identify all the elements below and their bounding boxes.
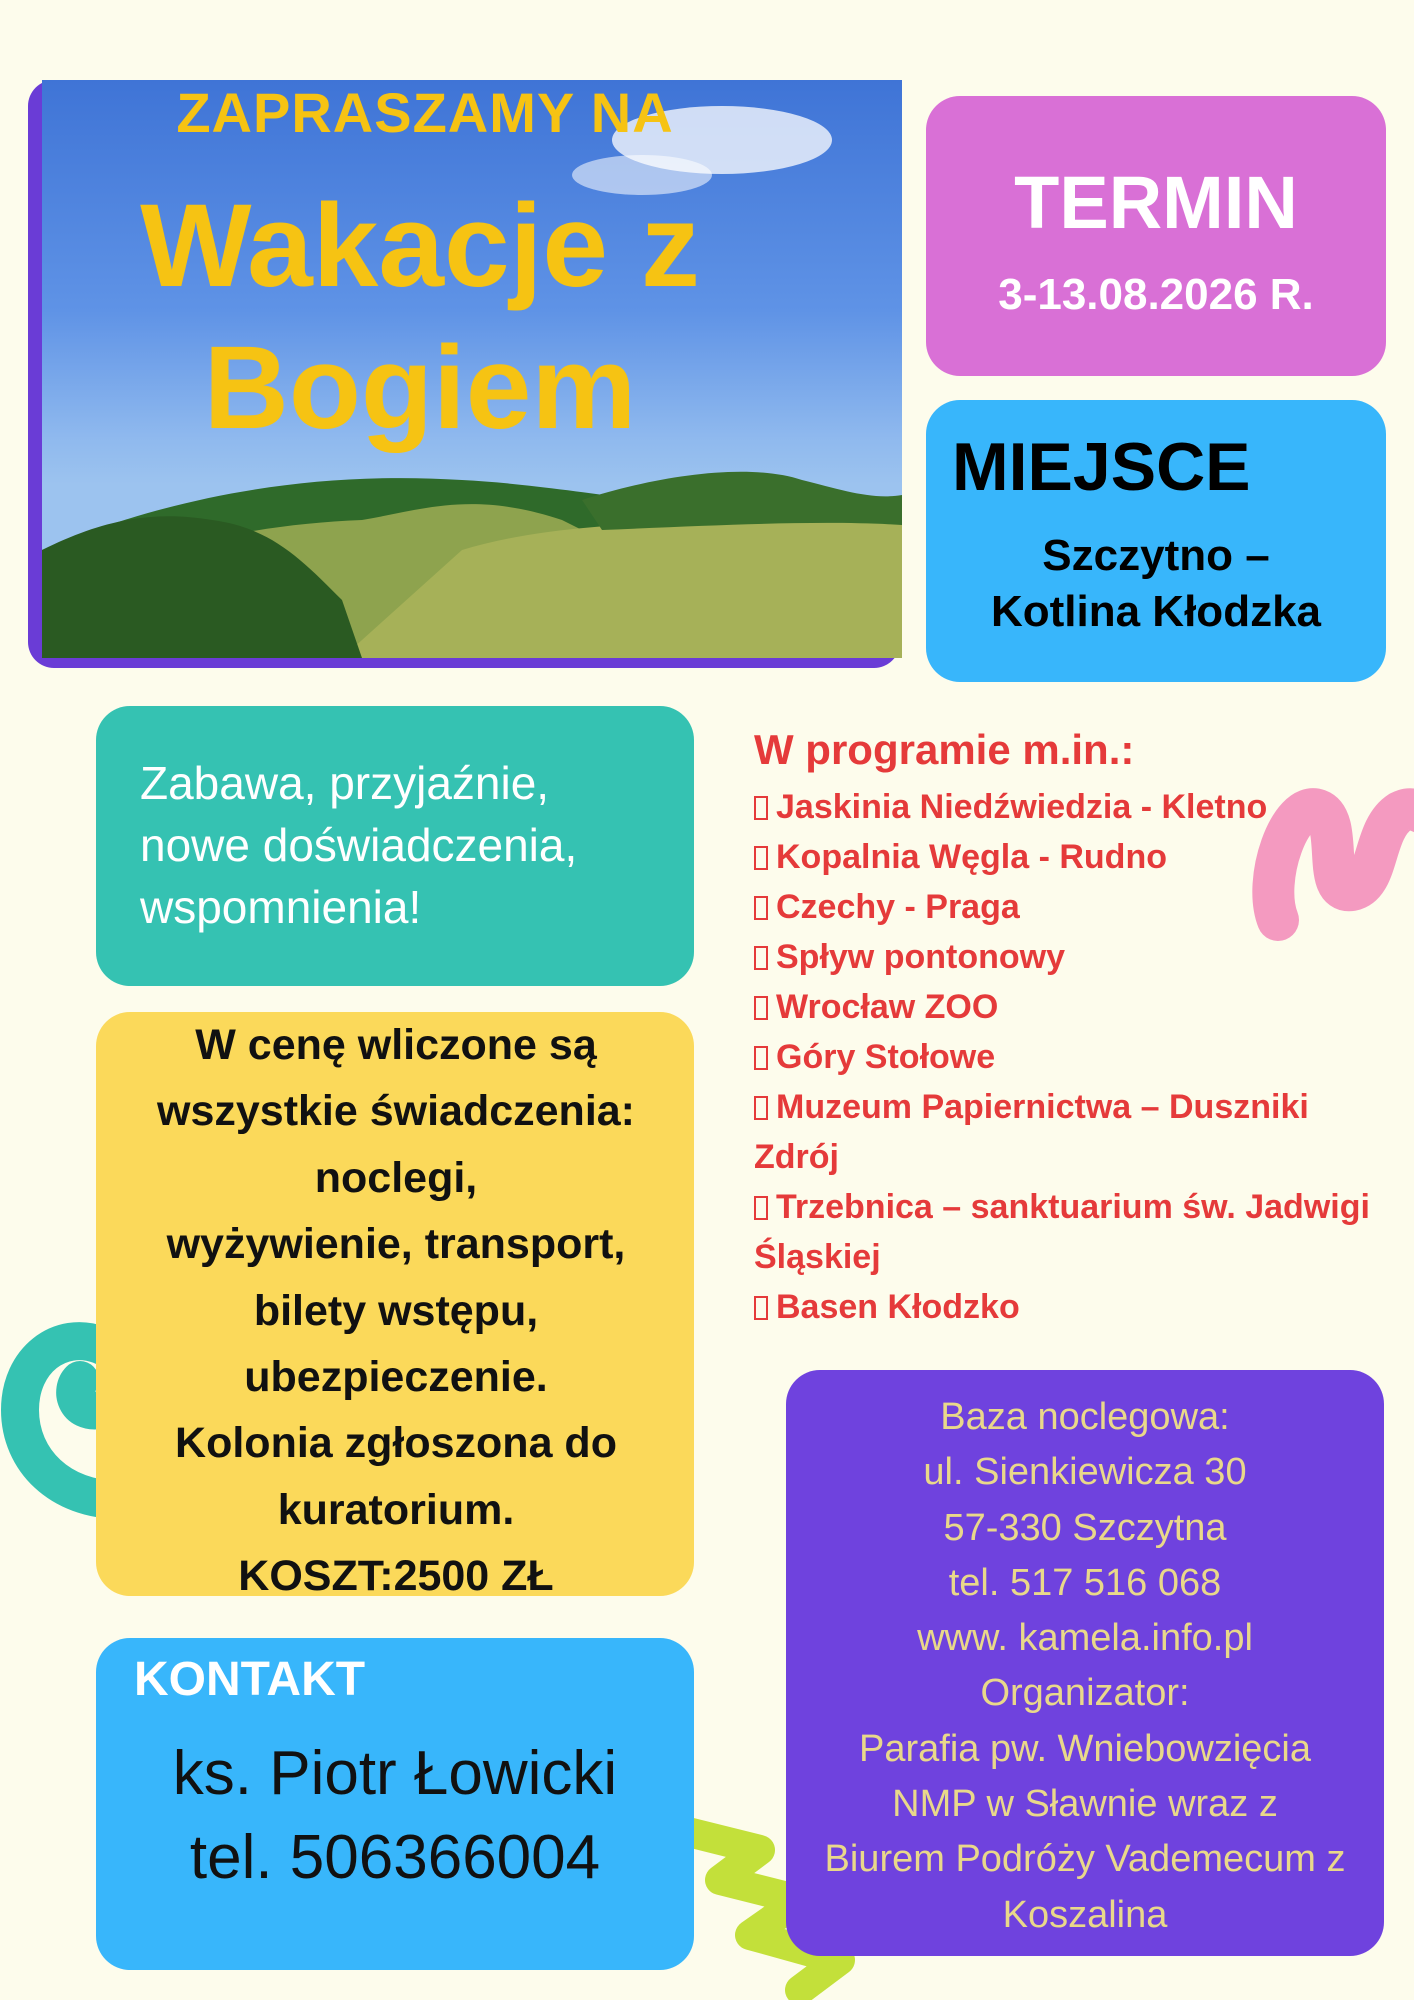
bullet-icon <box>754 1096 768 1120</box>
price-line: wyżywienie, transport, <box>166 1220 626 1269</box>
bullet-icon <box>754 1296 768 1320</box>
bullet-icon <box>754 896 768 920</box>
price-line: ubezpieczenie. <box>244 1353 548 1402</box>
contact-phone: tel. 506366004 <box>189 1823 601 1892</box>
price-line: wszystkie świadczenia: <box>157 1087 635 1136</box>
list-item: Basen Kłodzko <box>754 1282 1394 1332</box>
list-item: Jaskinia Niedźwiedzia - Kletno <box>754 782 1394 832</box>
termin-dates: 3-13.08.2026 R. <box>998 270 1314 319</box>
list-item: Trzebnica – sanktuarium św. Jadwigi <box>754 1182 1394 1232</box>
hero-title-line1: Wakacje z <box>140 180 700 312</box>
price-line: bilety wstępu, <box>253 1286 539 1335</box>
program-heading: W programie m.in.: <box>754 726 1135 773</box>
miejsce-heading: MIEJSCE <box>952 429 1251 505</box>
price-line: kuratorium. <box>277 1485 515 1534</box>
accommodation-website: www. kamela.info.pl <box>917 1617 1253 1660</box>
list-item-continuation: Śląskiej <box>754 1238 881 1276</box>
intro-line: nowe doświadczenia, <box>140 819 578 871</box>
list-item: Muzeum Papiernictwa – Duszniki <box>754 1082 1394 1132</box>
accommodation-line: tel. 517 516 068 <box>948 1561 1222 1604</box>
hero-title <box>60 175 780 459</box>
list-item: Góry Stołowe <box>754 1032 1394 1082</box>
list-item: Kopalnia Węgla - Rudno <box>754 832 1394 882</box>
miejsce-location <box>926 528 1386 640</box>
accommodation-line: Koszalina <box>1002 1893 1168 1936</box>
list-item: Wrocław ZOO <box>754 982 1394 1032</box>
accommodation-line: 57-330 Szczytna <box>943 1506 1227 1549</box>
accommodation-line: Parafia pw. Wniebowzięcia <box>859 1727 1311 1770</box>
bullet-icon <box>754 846 768 870</box>
accommodation-line: Baza noclegowa: <box>940 1396 1230 1438</box>
price-cost: KOSZT:2500 ZŁ <box>238 1552 554 1601</box>
bullet-icon <box>754 1196 768 1220</box>
contact-name: ks. Piotr Łowicki <box>172 1739 618 1808</box>
accommodation-line: Organizator: <box>980 1672 1190 1715</box>
list-item: Spływ pontonowy <box>754 932 1394 982</box>
list-item: Czechy - Praga <box>754 882 1394 932</box>
accommodation-line: NMP w Sławnie wraz z <box>892 1783 1278 1826</box>
intro-line: Zabawa, przyjaźnie, <box>140 757 550 809</box>
miejsce-line1: Szczytno – <box>1042 531 1270 580</box>
intro-text <box>140 752 700 938</box>
price-line: Kolonia zgłoszona do <box>175 1419 617 1468</box>
accommodation-text <box>786 1390 1384 1943</box>
hero-pre-title: ZAPRASZAMY NA <box>176 81 674 144</box>
accommodation-line: Biurem Podróży Vademecum z <box>824 1838 1346 1881</box>
miejsce-line2: Kotlina Kłodzka <box>990 587 1322 636</box>
bullet-icon <box>754 1046 768 1070</box>
list-item-continuation: Zdrój <box>754 1138 839 1176</box>
termin-heading: TERMIN <box>1014 161 1298 244</box>
bullet-icon <box>754 946 768 970</box>
bullet-icon <box>754 796 768 820</box>
contact-heading: KONTAKT <box>134 1653 366 1706</box>
hero-title-line2: Bogiem <box>203 322 637 454</box>
price-line: noclegi, <box>314 1153 478 1202</box>
price-text <box>100 1012 692 1610</box>
accommodation-line: ul. Sienkiewicza 30 <box>923 1451 1247 1494</box>
intro-line: wspomnienia! <box>140 881 422 933</box>
price-line: W cenę wliczone są <box>195 1021 597 1069</box>
bullet-icon <box>754 996 768 1020</box>
program-list <box>754 782 1394 1332</box>
